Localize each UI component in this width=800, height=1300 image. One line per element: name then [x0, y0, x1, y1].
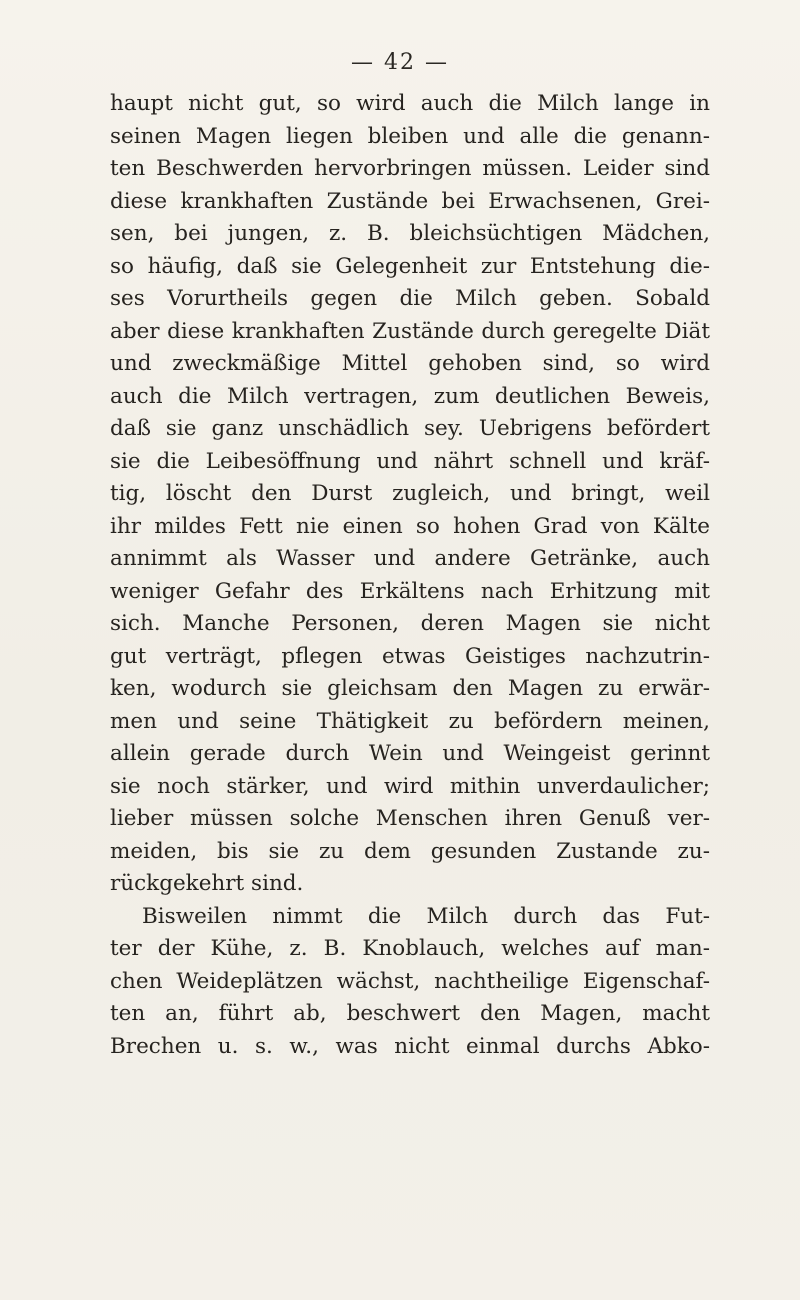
- body-text: [110, 88, 710, 1063]
- page-number-header: — 42 —: [351, 50, 449, 75]
- text-line: und zweckmäßige Mittel gehoben sind, so wird: [110, 351, 710, 376]
- text-line: daß sie ganz unschädlich sey. Uebrigens befördert: [110, 416, 710, 441]
- text-line: annimmt als Wasser und andere Getränke, auch: [110, 546, 710, 571]
- text-line: ken, wodurch sie gleichsam den Magen zu erwär-: [110, 676, 710, 701]
- text-line: sen, bei jungen, z. B. bleichsüchtigen Mädchen,: [110, 221, 710, 246]
- text-line: haupt nicht gut, so wird auch die Milch lange in: [110, 91, 710, 116]
- text-line: seinen Magen liegen bleiben und alle die genann-: [110, 123, 710, 149]
- text-line: ihr mildes Fett nie einen so hohen Grad von Kälte: [110, 513, 710, 539]
- text-line: sie noch stärker, und wird mithin unverdaulicher;: [110, 773, 710, 799]
- text-line: ses Vorurtheils gegen die Milch geben. Sobald: [110, 286, 710, 311]
- text-line: sich. Manche Personen, deren Magen sie nicht: [110, 611, 710, 636]
- text-line: ten Beschwerden hervorbringen müssen. Leider sind: [110, 156, 710, 181]
- text-line: ten an, führt ab, beschwert den Magen, macht: [110, 1001, 710, 1026]
- text-line: weniger Gefahr des Erkältens nach Erhitzung mit: [110, 578, 710, 604]
- text-line: so häufig, daß sie Gelegenheit zur Entstehung die-: [110, 253, 710, 279]
- text-line: men und seine Thätigkeit zu befördern meinen,: [110, 708, 710, 734]
- text-line: Bisweilen nimmt die Milch durch das Fut-: [142, 903, 710, 929]
- text-line: rückgekehrt sind.: [110, 871, 304, 896]
- text-line: aber diese krankhaften Zustände durch geregelte Diät: [110, 318, 710, 344]
- text-line: auch die Milch vertragen, zum deutlichen Beweis,: [110, 383, 710, 409]
- text-line: sie die Leibesöffnung und nährt schnell und kräf-: [110, 448, 710, 474]
- text-line: Brechen u. s. w., was nicht einmal durchs Abko-: [110, 1033, 710, 1059]
- text-line: ter der Kühe, z. B. Knoblauch, welches auf man-: [110, 936, 710, 961]
- text-line: lieber müssen solche Menschen ihren Genuß ver-: [110, 806, 710, 831]
- text-line: chen Weideplätzen wächst, nachtheilige Eigenschaf-: [110, 968, 710, 994]
- text-line: tig, löscht den Durst zugleich, und bringt, weil: [110, 481, 710, 506]
- text-line: diese krankhaften Zustände bei Erwachsenen, Grei-: [110, 188, 710, 214]
- text-line: allein gerade durch Wein und Weingeist gerinnt: [110, 741, 710, 766]
- text-line: meiden, bis sie zu dem gesunden Zustande zu-: [110, 838, 710, 864]
- text-line: gut verträgt, pflegen etwas Geistiges nachzutrin-: [110, 643, 710, 669]
